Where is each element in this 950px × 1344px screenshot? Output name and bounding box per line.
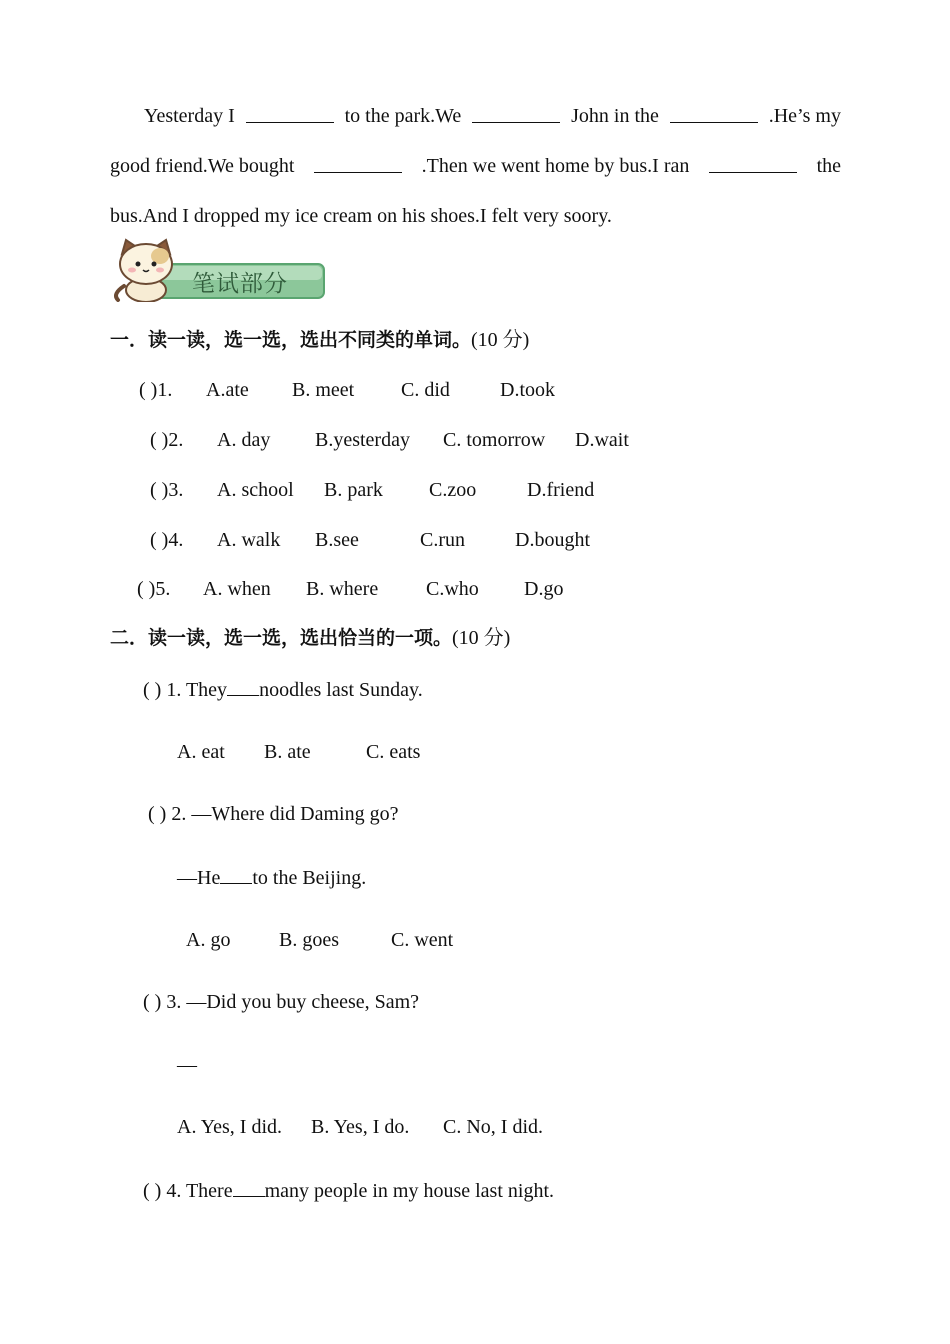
option-d: D.bought (515, 529, 590, 551)
option-b: B. ate (264, 741, 311, 763)
s2-question-4-stem (143, 1178, 554, 1203)
option-a: A. walk (217, 529, 281, 551)
fill-blank[interactable] (233, 1178, 265, 1197)
option-b: B. goes (279, 929, 339, 951)
section2-points: (10 分) (452, 627, 511, 649)
s2-question-3-answer-dash: — (177, 1054, 197, 1076)
passage-text: .He’s my (768, 105, 841, 127)
fill-blank[interactable] (220, 865, 252, 884)
option-a: A. Yes, I did. (177, 1116, 283, 1138)
answer-paren[interactable]: ( )2. (150, 429, 184, 451)
option-c: C. tomorrow (443, 429, 546, 451)
fill-blank[interactable] (472, 104, 560, 123)
option-d: D.friend (527, 479, 595, 501)
written-section-banner (110, 238, 326, 302)
option-c: C. went (391, 929, 454, 951)
option-b: B.yesterday (315, 429, 410, 451)
option-a: A. day (217, 429, 271, 451)
fill-blank[interactable] (246, 104, 334, 123)
fill-blank[interactable] (314, 154, 402, 173)
answer-paren[interactable]: ( )3. (150, 479, 184, 501)
option-c: C. eats (366, 741, 421, 763)
passage-line-1 (110, 104, 841, 128)
passage-line-2 (110, 154, 841, 178)
section2-heading (110, 626, 510, 650)
option-c: C.who (426, 578, 479, 600)
fill-blank[interactable] (670, 104, 758, 123)
question-text: many people in my house last night. (264, 1180, 554, 1202)
option-a: A. eat (177, 741, 225, 763)
question-text: ( ) 1. They (143, 679, 228, 701)
s2-question-1-stem (143, 677, 423, 702)
option-c: C.zoo (429, 479, 477, 501)
option-b: B. park (324, 479, 383, 501)
answer-paren[interactable]: ( )5. (137, 578, 171, 600)
option-c: C. No, I did. (443, 1116, 543, 1138)
option-d: D.go (524, 578, 564, 600)
option-b: B. Yes, I do. (311, 1116, 410, 1138)
fill-blank[interactable] (709, 154, 797, 173)
banner-label: 笔试部分 (192, 271, 288, 297)
section1-heading (110, 328, 529, 352)
option-c: C.run (420, 529, 465, 551)
answer-paren[interactable]: ( )1. (139, 379, 173, 401)
option-a: A. go (186, 929, 231, 951)
question-text: to the Beijing. (252, 867, 367, 889)
option-c: C. did (401, 379, 450, 401)
question-text: ( ) 4. There (143, 1180, 233, 1202)
fill-blank[interactable] (227, 677, 259, 696)
s2-question-3-stem: ( ) 3. —Did you buy cheese, Sam? (143, 991, 420, 1013)
question-text: —He (177, 867, 221, 889)
option-a: A.ate (206, 379, 249, 401)
passage-text: to the park.We (344, 105, 462, 127)
option-b: B.see (315, 529, 359, 551)
s2-question-2-answer (177, 865, 366, 890)
passage-text: .Then we went home by bus.I ran (421, 155, 690, 177)
section2-title: 二．读一读，选一选，选出恰当的一项。 (110, 627, 453, 649)
option-d: D.took (500, 379, 555, 401)
passage-text: the (816, 155, 841, 177)
section1-title: 一．读一读，选一选，选出不同类的单词。 (110, 329, 472, 351)
question-text: noodles last Sunday. (259, 679, 423, 701)
answer-paren[interactable]: ( )4. (150, 529, 184, 551)
option-a: A. school (217, 479, 294, 501)
option-b: B. meet (292, 379, 355, 401)
option-b: B. where (306, 578, 379, 600)
passage-text: John in the (571, 105, 659, 127)
option-d: D.wait (575, 429, 629, 451)
option-a: A. when (203, 578, 271, 600)
passage-line-3: bus.And I dropped my ice cream on his shoes.I felt very soory. (110, 205, 612, 227)
section1-points: (10 分) (471, 329, 530, 351)
passage-text: good friend.We bought (110, 155, 295, 177)
s2-question-2-stem: ( ) 2. —Where did Daming go? (148, 803, 399, 825)
passage-text: Yesterday I (144, 105, 235, 127)
